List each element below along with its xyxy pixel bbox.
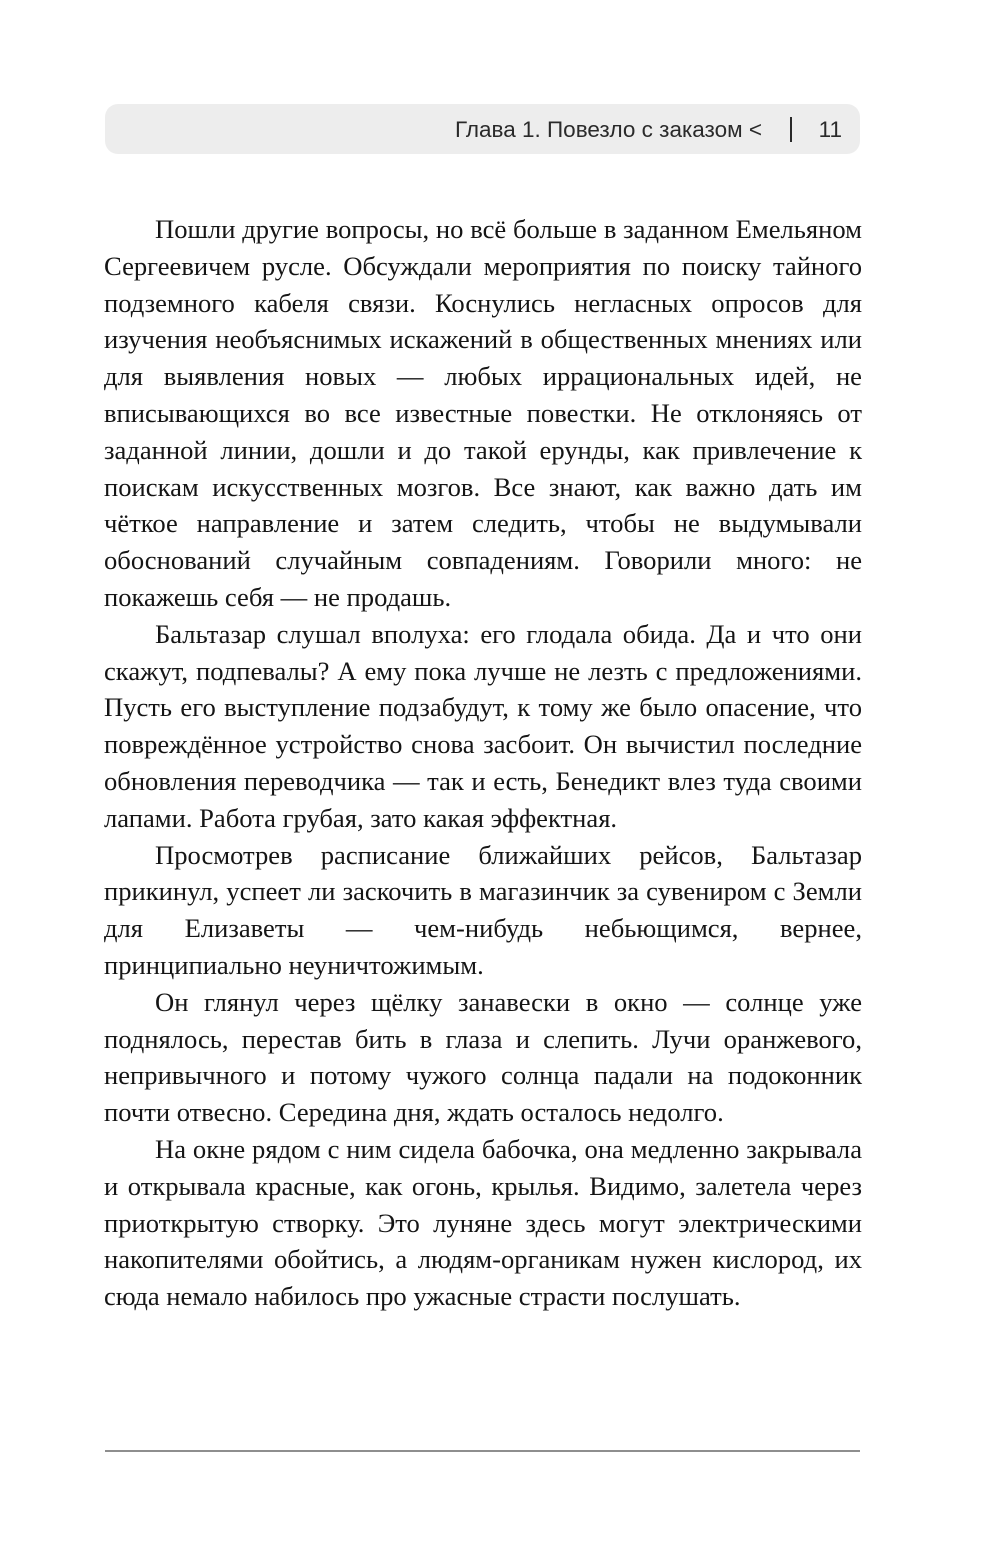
running-header: [105, 104, 860, 154]
paragraph: Бальтазар слушал вполуха: его глодала обида. Да и что они скажут, подпевалы? А ему пока лучше не лезть с предложениями. Пусть его выступление подзабудут, к тому же было опасение, что повреждённое устройство снова засбоит. Он вычистил последние обновления переводчика — так и есть, Бенедикт влез туда своими лапами. Работа грубая, зато какая эффектная.: [104, 618, 862, 833]
paragraph: Пошли другие вопросы, но всё больше в заданном Емельяном Сергеевичем русле. Обсуждали мероприятия по поиску тайного подземного кабеля связи. Коснулись негласных опросов для изучения необъяснимых искажений в общественных мнениях или для выявления новых — любых иррациональных идей, не вписывающихся во все известные повестки. Не отклоняясь от заданной линии, дошли и до такой ерунды, как привлечение к поискам искусственных мозгов. Все знают, как важно дать им чёткое направление и затем следить, чтобы не выдумывали обоснований случайным совпадениям. Говорили много: не покажешь себя — не продашь.: [104, 214, 862, 612]
paragraph: На окне рядом с ним сидела бабочка, она медленно закрывала и открывала красные, как огонь, крылья. Видимо, залетела через приоткрытую створку. Это луняне здесь могут электрическими накопителями обойтись, а людям-органикам нужен кислород, их сюда немало набилось про ужасные страсти послушать.: [104, 1133, 862, 1312]
chapter-title: Глава 1. Повезло с заказом <: [454, 117, 762, 142]
header-divider: [790, 117, 792, 142]
paragraph: Просмотрев расписание ближайших рейсов, Бальтазар прикинул, успеет ли заскочить в магазинчик за сувениром с Земли для Елизаветы — чем-нибудь небьющимся, вернее, принципиально неуничтожимым.: [104, 839, 862, 980]
paragraph: Он глянул через щёлку занавески в окно — солнце уже поднялось, перестав бить в глаза и слепить. Лучи оранжевого, непривычного и потому чужого солнца падали на подоконник почти отвесно. Середина дня, ждать осталось недолго.: [104, 986, 862, 1128]
footer-divider: [105, 1450, 860, 1452]
page-body: [104, 211, 862, 1315]
page-number: 11: [818, 117, 842, 142]
